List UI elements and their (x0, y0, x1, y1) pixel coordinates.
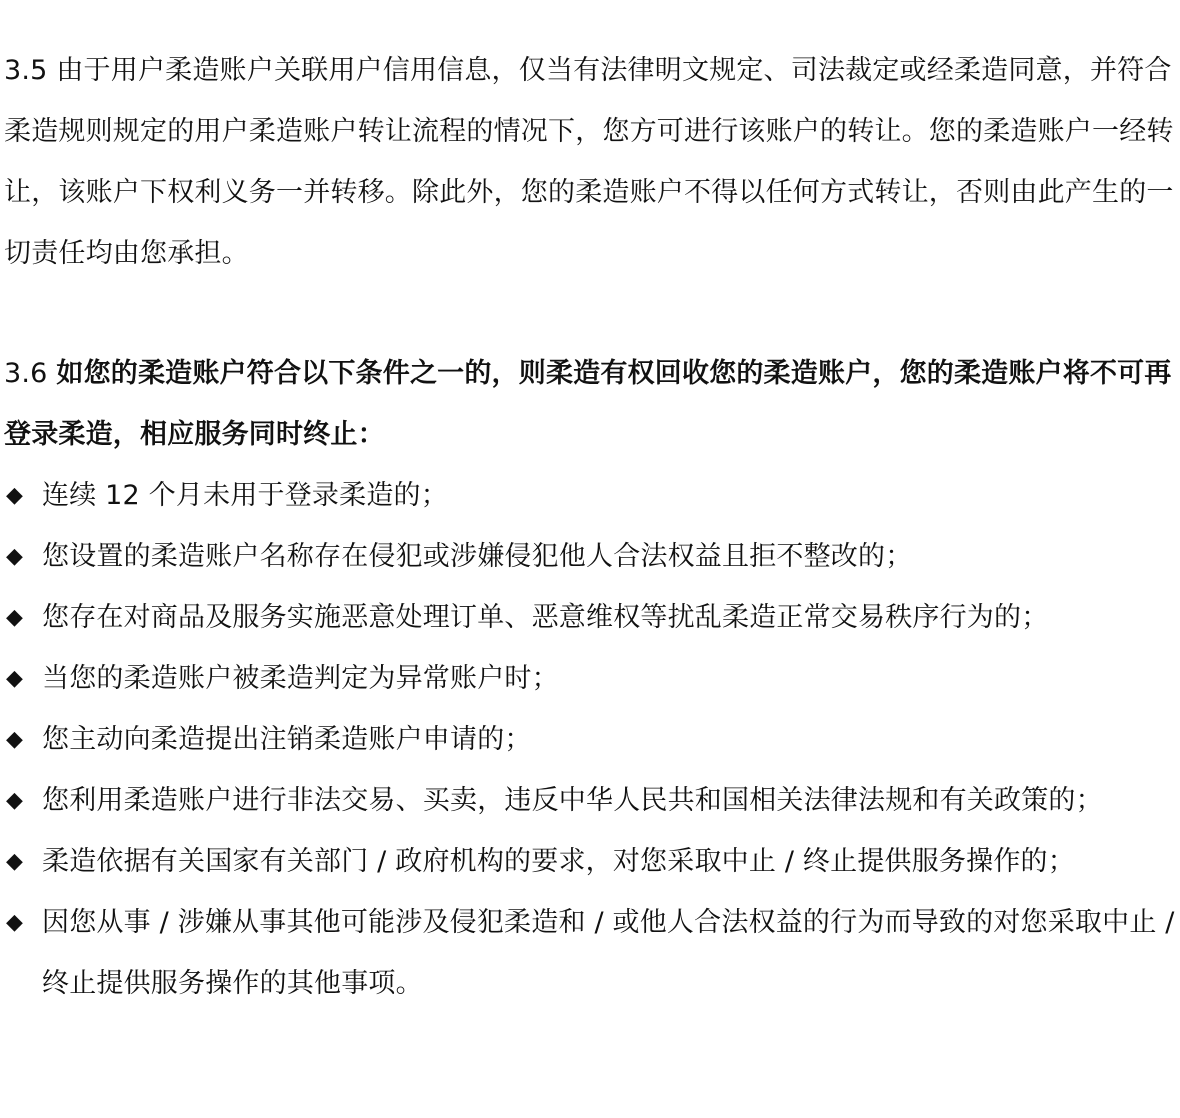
section-number: 3.5 (4, 55, 48, 86)
list-item (4, 709, 1176, 770)
list-item-text: 因您从事 / 涉嫌从事其他可能涉及侵犯柔造和 / 或他人合法权益的行为而导致的对您采取中止 / 终止提供服务操作的其他事项。 (42, 907, 1175, 999)
list-item-text: 您利用柔造账户进行非法交易、买卖，违反中华人民共和国相关法律法规和有关政策的； (42, 785, 1103, 816)
list-item (4, 648, 1176, 709)
section-heading-text: 如您的柔造账户符合以下条件之一的，则柔造有权回收您的柔造账户，您的柔造账户将不可再登录柔造，相应服务同时终止： (4, 358, 1172, 450)
list-item (4, 526, 1176, 587)
diamond-bullet-icon: ◆ (6, 788, 24, 813)
section-3-6-heading (4, 343, 1176, 465)
diamond-bullet-icon: ◆ (6, 666, 24, 691)
list-item-text: 您设置的柔造账户名称存在侵犯或涉嫌侵犯他人合法权益且拒不整改的； (42, 541, 913, 572)
condition-list (4, 465, 1176, 1014)
diamond-bullet-icon: ◆ (6, 483, 24, 508)
section-number: 3.6 (4, 358, 48, 389)
diamond-bullet-icon: ◆ (6, 605, 24, 630)
list-item (4, 892, 1176, 1014)
diamond-bullet-icon: ◆ (6, 544, 24, 569)
list-item-text: 当您的柔造账户被柔造判定为异常账户时； (42, 663, 559, 694)
diamond-bullet-icon: ◆ (6, 910, 24, 935)
section-3-5 (4, 40, 1176, 284)
list-item (4, 770, 1176, 831)
list-item-text: 柔造依据有关国家有关部门 / 政府机构的要求，对您采取中止 / 终止提供服务操作的； (42, 846, 1075, 877)
list-item-text: 您主动向柔造提出注销柔造账户申请的； (42, 724, 532, 755)
section-text: 由于用户柔造账户关联用户信用信息，仅当有法律明文规定、司法裁定或经柔造同意，并符合柔造规则规定的用户柔造账户转让流程的情况下，您方可进行该账户的转让。您的柔造账户一经转让，该账户下权利义务一并转移。除此外，您的柔造账户不得以任何方式转让，否则由此产生的一切责任均由您承担。 (4, 55, 1174, 269)
list-item-text: 您存在对商品及服务实施恶意处理订单、恶意维权等扰乱柔造正常交易秩序行为的； (42, 602, 1049, 633)
list-item-text: 连续 12 个月未用于登录柔造的； (42, 480, 448, 511)
list-item (4, 831, 1176, 892)
list-item (4, 587, 1176, 648)
diamond-bullet-icon: ◆ (6, 849, 24, 874)
diamond-bullet-icon: ◆ (6, 727, 24, 752)
list-item (4, 465, 1176, 526)
